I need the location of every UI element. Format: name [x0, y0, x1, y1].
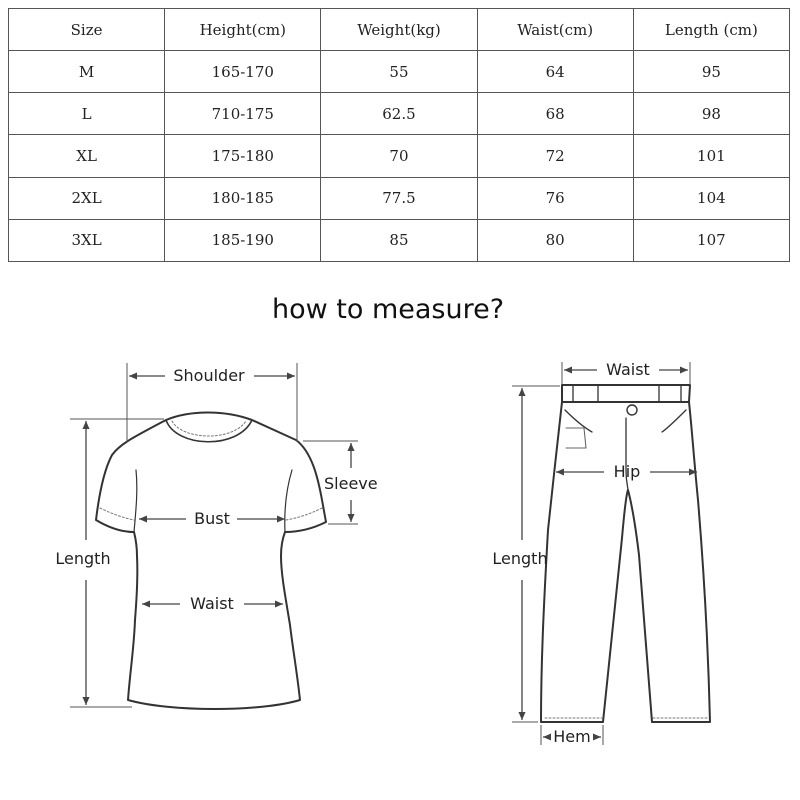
- header-waist: Waist(cm): [477, 9, 633, 51]
- hip-label: Hip: [613, 462, 641, 481]
- header-size: Size: [9, 9, 165, 51]
- cell-length: 107: [633, 219, 789, 261]
- cell-weight: 62.5: [321, 93, 477, 135]
- cell-weight: 55: [321, 51, 477, 93]
- cell-height: 175-180: [165, 135, 321, 177]
- cell-weight: 77.5: [321, 177, 477, 219]
- pants-length-measure: [492, 386, 560, 722]
- shoulder-label: Shoulder: [173, 366, 245, 385]
- tshirt-drawing: [96, 413, 326, 710]
- pants-waist-measure: [562, 360, 690, 384]
- tshirt-waist-label: Waist: [190, 594, 234, 613]
- pants-waist-label: Waist: [606, 360, 650, 379]
- bust-measure: [139, 509, 285, 528]
- sleeve-label: Sleeve: [324, 474, 378, 493]
- hip-measure: [556, 462, 697, 481]
- header-weight: Weight(kg): [321, 9, 477, 51]
- cell-height: 710-175: [165, 93, 321, 135]
- cell-weight: 85: [321, 219, 477, 261]
- cell-waist: 72: [477, 135, 633, 177]
- cell-waist: 80: [477, 219, 633, 261]
- cell-size: M: [9, 51, 165, 93]
- how-to-measure-heading: how to measure?: [271, 294, 505, 325]
- cell-length: 95: [633, 51, 789, 93]
- cell-height: 180-185: [165, 177, 321, 219]
- cell-length: 104: [633, 177, 789, 219]
- shoulder-measure: [127, 363, 297, 442]
- tshirt-waist-measure: [142, 594, 283, 613]
- header-length: Length (cm): [633, 9, 789, 51]
- hem-label: Hem: [553, 727, 591, 746]
- cell-height: 185-190: [165, 219, 321, 261]
- pants-length-label: Length: [492, 549, 548, 568]
- cell-size: 2XL: [9, 177, 165, 219]
- cell-waist: 64: [477, 51, 633, 93]
- cell-height: 165-170: [165, 51, 321, 93]
- pants-drawing: [541, 385, 710, 722]
- cell-length: 98: [633, 93, 789, 135]
- cell-waist: 68: [477, 93, 633, 135]
- bust-label: Bust: [194, 509, 230, 528]
- cell-waist: 76: [477, 177, 633, 219]
- cell-size: L: [9, 93, 165, 135]
- hem-measure: [541, 725, 603, 746]
- cell-weight: 70: [321, 135, 477, 177]
- tshirt-length-label: Length: [55, 549, 111, 568]
- cell-size: 3XL: [9, 219, 165, 261]
- cell-size: XL: [9, 135, 165, 177]
- cell-length: 101: [633, 135, 789, 177]
- header-height: Height(cm): [165, 9, 321, 51]
